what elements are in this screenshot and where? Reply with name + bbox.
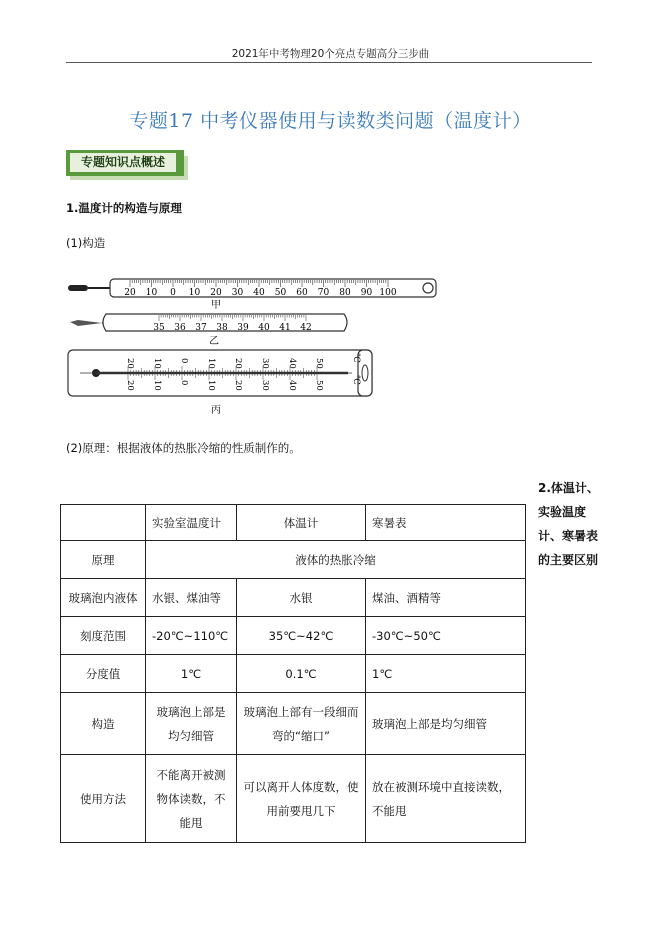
table-cell: 煤油、酒精等 (366, 579, 526, 617)
weather-scale-label-bottom: 20 (125, 380, 135, 391)
table-row (61, 693, 526, 755)
weather-scale-label-bottom: 10 (206, 380, 216, 391)
row-label: 构造 (61, 693, 146, 755)
table-header-cell: 寒暑表 (366, 505, 526, 541)
lab-scale-label: 90 (360, 288, 373, 298)
lab-scale-label: 60 (296, 288, 308, 298)
table-cell: 35℃~42℃ (237, 617, 366, 655)
weather-scale-label-bottom: 50 (314, 380, 324, 391)
clinical-scale-label: 36 (174, 323, 186, 333)
table-cell: 可以离开人体度数，使用前要甩几下 (237, 755, 366, 843)
row-label: 分度值 (61, 655, 146, 693)
weather-unit-bottom: ℃ (351, 375, 361, 385)
table-row (61, 655, 526, 693)
lab-scale-label: 20 (210, 288, 222, 298)
table-cell: 1℃ (366, 655, 526, 693)
subheading-structure: (1)构造 (66, 236, 106, 250)
lab-thermometer-label: 甲 (211, 300, 221, 311)
lab-scale-label: 10 (188, 288, 201, 298)
weather-scale-label-top: 20 (233, 358, 243, 369)
weather-scale-label-top: 10 (206, 358, 216, 369)
section-heading: 1.温度计的构造与原理 (66, 201, 182, 215)
subheading-principle: (2)原理：根据液体的热胀冷缩的性质制作的。 (66, 441, 301, 455)
clinical-scale-label: 41 (279, 323, 291, 333)
clinical-scale-label: 37 (195, 323, 207, 333)
clinical-scale-label: 40 (258, 323, 270, 333)
table-cell: -30℃~50℃ (366, 617, 526, 655)
comparison-table (60, 504, 526, 843)
lab-thermometer (68, 279, 436, 311)
table-header-row (61, 505, 526, 541)
weather-unit-top: ℃ (351, 353, 361, 363)
table-cell: -20℃~110℃ (146, 617, 237, 655)
table-header-cell (61, 505, 146, 541)
clinical-thermometer (70, 314, 347, 347)
clinical-thermometer-label: 乙 (209, 336, 219, 347)
lab-scale-label: 80 (339, 288, 351, 298)
table-row (61, 579, 526, 617)
weather-scale-label-top: 10 (152, 358, 162, 369)
lab-scale-label: 0 (170, 288, 176, 298)
weather-thermometer-label: 丙 (211, 405, 221, 416)
clinical-scale-label: 39 (237, 323, 249, 333)
weather-scale-label-bottom: 30 (260, 380, 270, 391)
weather-scale-label-top: 50 (314, 358, 324, 369)
lab-scale-label: 40 (253, 288, 265, 298)
table-cell: 液体的热胀冷缩 (146, 541, 526, 579)
weather-thermometer (68, 350, 372, 416)
weather-scale-label-bottom: 0 (179, 380, 189, 386)
row-label: 使用方法 (61, 755, 146, 843)
row-label: 玻璃泡内液体 (61, 579, 146, 617)
lab-scale-label: 10 (145, 288, 158, 298)
table-cell: 0.1℃ (237, 655, 366, 693)
table-cell: 不能离开被测物体读数，不能甩 (146, 755, 237, 843)
weather-scale-label-top: 20 (125, 358, 135, 369)
table-header-cell: 体温计 (237, 505, 366, 541)
lab-scale-label: 30 (231, 288, 244, 298)
table-cell: 水银、煤油等 (146, 579, 237, 617)
table-row (61, 617, 526, 655)
thermometer-figure (66, 270, 446, 418)
table-row (61, 755, 526, 843)
side-heading: 2.体温计、实验温度计、寒暑表的主要区别 (538, 481, 599, 567)
table-cell: 放在被测环境中直接读数，不能甩 (366, 755, 526, 843)
page-header: 2021年中考物理20个亮点专题高分三步曲 (231, 48, 430, 60)
table-cell: 玻璃泡上部有一段细而弯的“缩口” (237, 693, 366, 755)
table-cell: 玻璃泡上部是均匀细管 (146, 693, 237, 755)
clinical-scale-label: 38 (216, 323, 228, 333)
clinical-scale-label: 42 (300, 323, 312, 333)
table-cell: 1℃ (146, 655, 237, 693)
page-title: 专题17 中考仪器使用与读数类问题（温度计） (129, 110, 532, 132)
row-label: 刻度范围 (61, 617, 146, 655)
weather-scale-label-bottom: 20 (233, 380, 243, 391)
lab-scale-label: 70 (317, 288, 330, 298)
lab-scale-label: 50 (274, 288, 287, 298)
table-cell: 水银 (237, 579, 366, 617)
table-row (61, 541, 526, 579)
header-rule (66, 62, 592, 63)
lab-scale-label: 20 (124, 288, 136, 298)
table-cell: 玻璃泡上部是均匀细管 (366, 693, 526, 755)
weather-scale-label-bottom: 40 (287, 380, 297, 391)
row-label: 原理 (61, 541, 146, 579)
weather-scale-label-top: 40 (287, 358, 297, 369)
table-header-cell: 实验室温度计 (146, 505, 237, 541)
weather-scale-label-bottom: 10 (152, 380, 162, 391)
lab-scale-label: 100 (379, 288, 397, 298)
section-tag-label: 专题知识点概述 (70, 153, 176, 172)
section-tag (66, 150, 184, 176)
weather-scale-label-top: 30 (260, 358, 270, 369)
clinical-scale-label: 35 (153, 323, 165, 333)
weather-scale-label-top: 0 (179, 358, 189, 364)
